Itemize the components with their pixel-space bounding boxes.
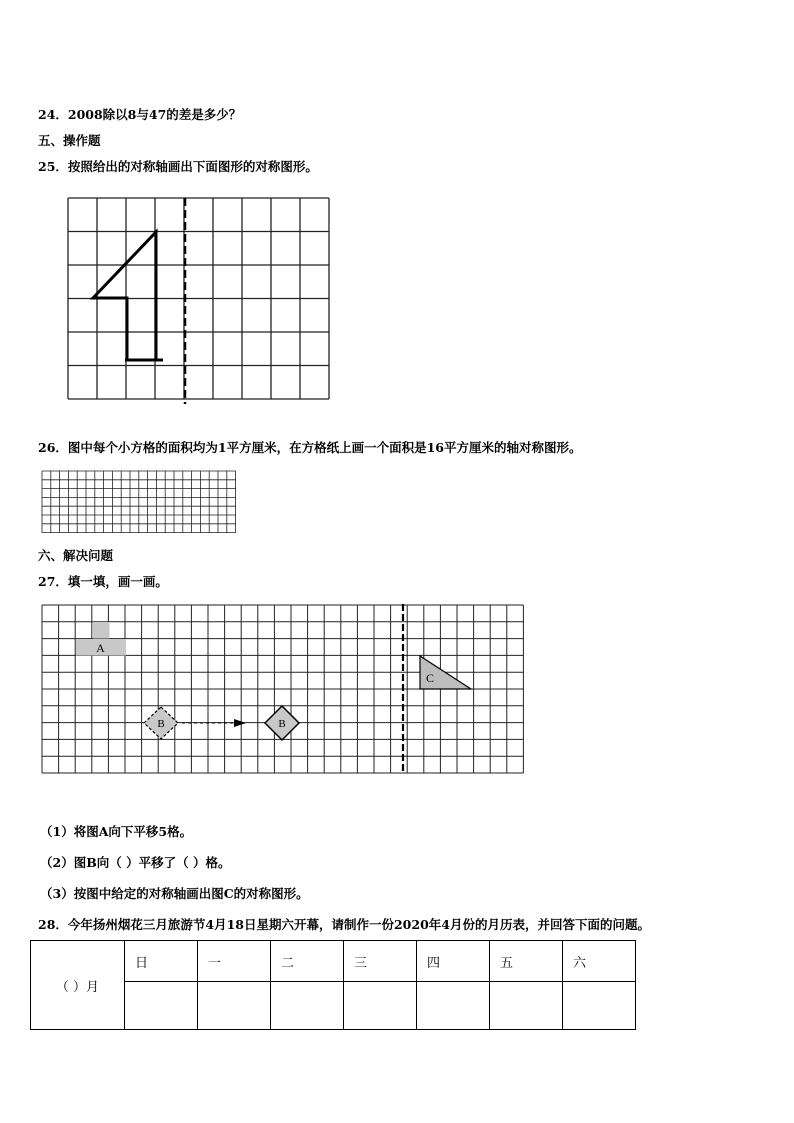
day-header-thu: 四 (417, 941, 490, 982)
question-25: 25．按照给出的对称轴画出下面图形的对称图形。 (38, 159, 318, 174)
calendar-table (30, 940, 636, 1030)
question-27-part-2: （2）图B向（ ）平移了（ ）格。 (40, 855, 231, 870)
shape-b-moved (265, 706, 299, 740)
question-27: 27．填一填，画一画。 (38, 574, 168, 589)
day-header-wed: 三 (344, 941, 417, 982)
question-26: 26．图中每个小方格的面积均为1平方厘米，在方格纸上画一个面积是16平方厘米的轴对称图形。 (38, 440, 582, 455)
shape-b-original-label: B (157, 718, 165, 730)
day-header-tue: 二 (271, 941, 344, 982)
calendar-cell[interactable] (563, 982, 636, 1030)
month-label-cell[interactable] (31, 941, 125, 1030)
day-header-fri: 五 (490, 941, 563, 982)
question-27-part-1: （1）将图A向下平移5格。 (40, 824, 193, 839)
section-6-heading: 六、解决问题 (38, 548, 114, 563)
calendar-cell[interactable] (417, 982, 490, 1030)
calendar-cell[interactable] (198, 982, 271, 1030)
calendar-cell[interactable] (125, 982, 198, 1030)
day-header-sat: 六 (563, 941, 636, 982)
shape-b-original (144, 707, 178, 739)
day-header-mon: 一 (198, 941, 271, 982)
calendar-cell[interactable] (344, 982, 417, 1030)
day-header-sun: 日 (125, 941, 198, 982)
shape-a-label: A (96, 641, 105, 655)
calendar-cell[interactable] (271, 982, 344, 1030)
section-5-heading: 五、操作题 (38, 133, 101, 148)
question-24: 24．2008除以8与47的差是多少？ (38, 107, 242, 122)
question-28: 28．今年扬州烟花三月旅游节4月18日星期六开幕，请制作一份2020年4月份的月历表，并回答下面的问题。 (38, 917, 650, 932)
month-label: （ ）月 (55, 979, 100, 995)
shape-c-label: C (425, 671, 435, 685)
question-27-part-3: （3）按图中给定的对称轴画出图C的对称图形。 (40, 886, 309, 901)
shape-b-moved-label: B (278, 718, 286, 730)
calendar-cell[interactable] (490, 982, 563, 1030)
